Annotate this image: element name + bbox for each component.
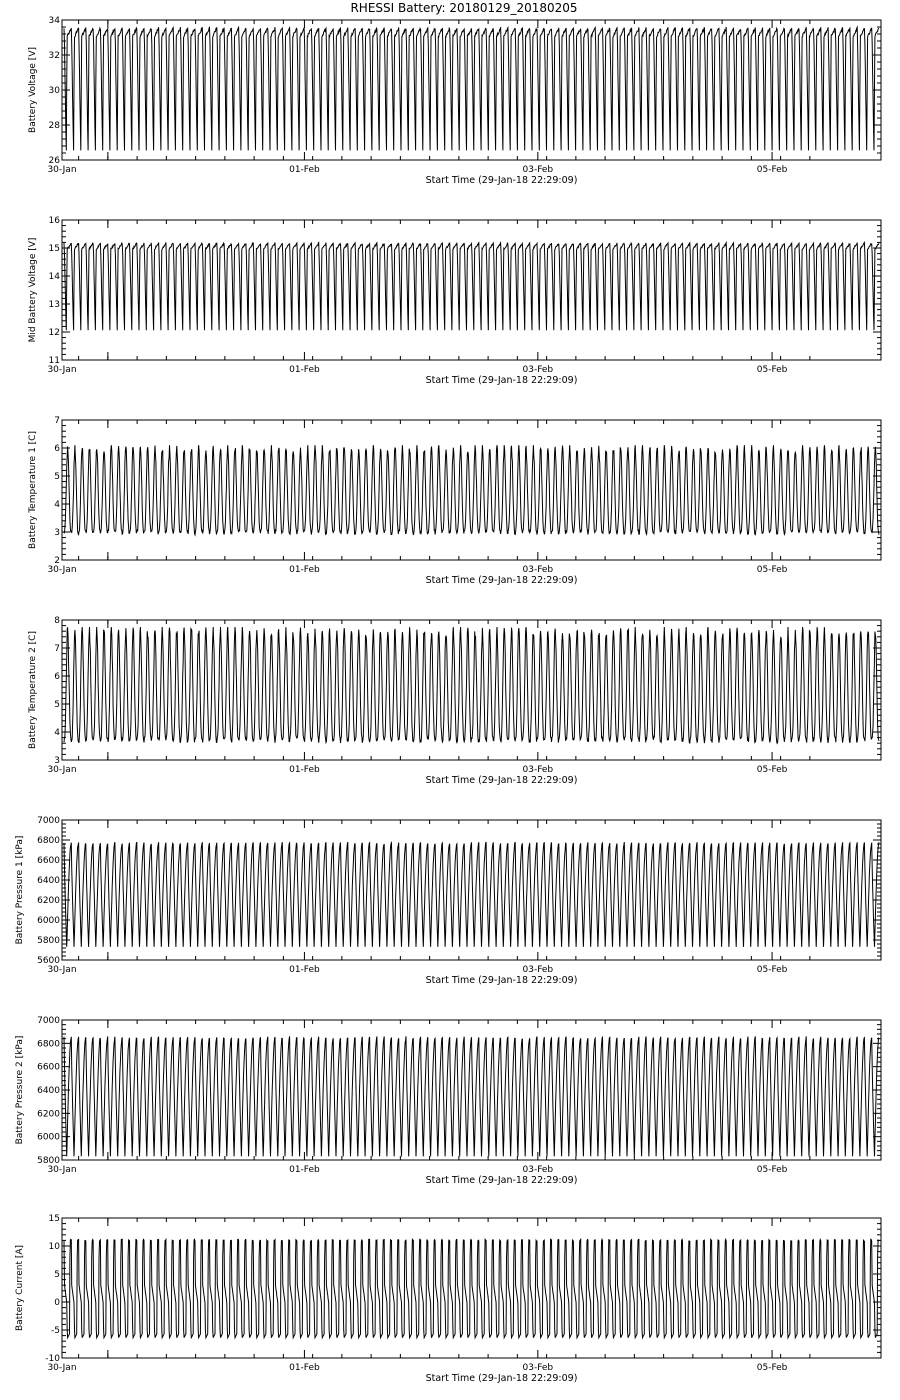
x-axis-label: Start Time (29-Jan-18 22:29:09) — [425, 175, 578, 186]
x-axis-label: Start Time (29-Jan-18 22:29:09) — [425, 775, 578, 786]
y-tick-label: 16 — [48, 216, 60, 226]
x-axis-label: Start Time (29-Jan-18 22:29:09) — [425, 1175, 578, 1186]
x-tick-label: 03-Feb — [522, 965, 554, 975]
y-tick-label: 10 — [48, 1242, 60, 1252]
x-axis-label: Start Time (29-Jan-18 22:29:09) — [425, 1373, 578, 1384]
y-tick-label: 28 — [48, 121, 60, 131]
y-tick-label: 13 — [48, 300, 60, 310]
x-axis-label: Start Time (29-Jan-18 22:29:09) — [425, 375, 578, 386]
x-tick-label: 30-Jan — [47, 365, 77, 375]
y-tick-label: 5800 — [37, 1156, 60, 1166]
x-tick-label: 01-Feb — [289, 565, 320, 575]
y-tick-label: 0 — [54, 1298, 60, 1308]
x-tick-label: 30-Jan — [47, 765, 77, 775]
x-tick-label: 05-Feb — [756, 765, 788, 775]
y-tick-label: -5 — [51, 1326, 60, 1336]
y-axis-label: Battery Pressure 2 [kPa] — [15, 1035, 25, 1145]
x-tick-label: 01-Feb — [289, 1363, 320, 1373]
y-tick-label: 4 — [54, 500, 60, 510]
y-tick-label: 7 — [54, 644, 60, 654]
x-tick-label: 03-Feb — [522, 1165, 554, 1175]
x-axis-label: Start Time (29-Jan-18 22:29:09) — [425, 575, 578, 586]
x-tick-label: 01-Feb — [289, 765, 320, 775]
x-axis-label: Start Time (29-Jan-18 22:29:09) — [425, 975, 578, 986]
x-tick-label: 01-Feb — [289, 165, 320, 175]
y-tick-label: 6200 — [37, 896, 60, 906]
x-tick-label: 03-Feb — [522, 165, 554, 175]
y-tick-label: 15 — [48, 244, 60, 254]
y-axis-label: Battery Temperature 1 [C] — [28, 431, 38, 549]
y-tick-label: 5 — [54, 472, 60, 482]
y-tick-label: -10 — [45, 1354, 60, 1364]
y-tick-label: 12 — [48, 328, 60, 338]
y-tick-label: 7000 — [37, 816, 60, 826]
y-tick-label: 6600 — [37, 1062, 60, 1073]
x-tick-label: 01-Feb — [289, 965, 320, 975]
x-tick-label: 05-Feb — [756, 1165, 788, 1175]
page-title: RHESSI Battery: 20180129_20180205 — [350, 1, 578, 15]
x-tick-label: 05-Feb — [756, 365, 788, 375]
y-tick-label: 6600 — [37, 856, 60, 866]
y-tick-label: 32 — [48, 51, 60, 61]
x-tick-label: 03-Feb — [522, 765, 554, 775]
y-tick-label: 8 — [54, 616, 60, 626]
x-tick-label: 05-Feb — [756, 965, 788, 975]
y-tick-label: 3 — [54, 528, 60, 538]
y-tick-label: 11 — [48, 356, 60, 366]
y-tick-label: 6800 — [37, 1039, 60, 1050]
y-tick-label: 30 — [48, 86, 60, 96]
x-tick-label: 05-Feb — [756, 165, 788, 175]
y-axis-label: Battery Current [A] — [15, 1244, 25, 1332]
x-tick-label: 30-Jan — [47, 165, 77, 175]
x-tick-label: 30-Jan — [47, 1363, 77, 1373]
y-tick-label: 6400 — [37, 1086, 60, 1096]
x-tick-label: 03-Feb — [522, 365, 554, 375]
x-tick-label: 30-Jan — [47, 965, 77, 975]
y-tick-label: 7000 — [37, 1016, 60, 1026]
y-tick-label: 6200 — [37, 1109, 60, 1120]
y-tick-label: 7 — [54, 416, 60, 426]
y-tick-label: 6800 — [37, 836, 60, 846]
y-tick-label: 6000 — [37, 916, 60, 926]
y-tick-label: 5800 — [37, 936, 60, 946]
x-tick-label: 03-Feb — [522, 565, 554, 575]
y-tick-label: 5 — [54, 700, 60, 710]
y-tick-label: 15 — [48, 1214, 60, 1224]
y-axis-label: Mid Battery Voltage [V] — [28, 237, 38, 343]
y-tick-label: 6400 — [37, 876, 60, 886]
y-tick-label: 4 — [54, 728, 60, 738]
y-tick-label: 6 — [54, 672, 60, 682]
y-tick-label: 26 — [48, 156, 60, 166]
y-axis-label: Battery Pressure 1 [kPa] — [15, 835, 25, 945]
x-tick-label: 03-Feb — [522, 1363, 554, 1373]
x-tick-label: 01-Feb — [289, 365, 320, 375]
y-tick-label: 14 — [48, 272, 60, 282]
x-tick-label: 01-Feb — [289, 1165, 320, 1175]
y-tick-label: 6000 — [37, 1132, 60, 1143]
x-tick-label: 05-Feb — [756, 565, 788, 575]
y-axis-label: Battery Temperature 2 [C] — [28, 631, 38, 749]
y-tick-label: 34 — [48, 16, 60, 26]
y-tick-label: 3 — [54, 756, 60, 766]
x-tick-label: 30-Jan — [47, 1165, 77, 1175]
y-tick-label: 5 — [54, 1270, 60, 1280]
y-tick-label: 6 — [54, 444, 60, 454]
x-tick-label: 30-Jan — [47, 565, 77, 575]
x-tick-label: 05-Feb — [756, 1363, 788, 1373]
y-tick-label: 5600 — [37, 956, 60, 966]
y-axis-label: Battery Voltage [V] — [28, 47, 38, 133]
y-tick-label: 2 — [54, 556, 60, 566]
